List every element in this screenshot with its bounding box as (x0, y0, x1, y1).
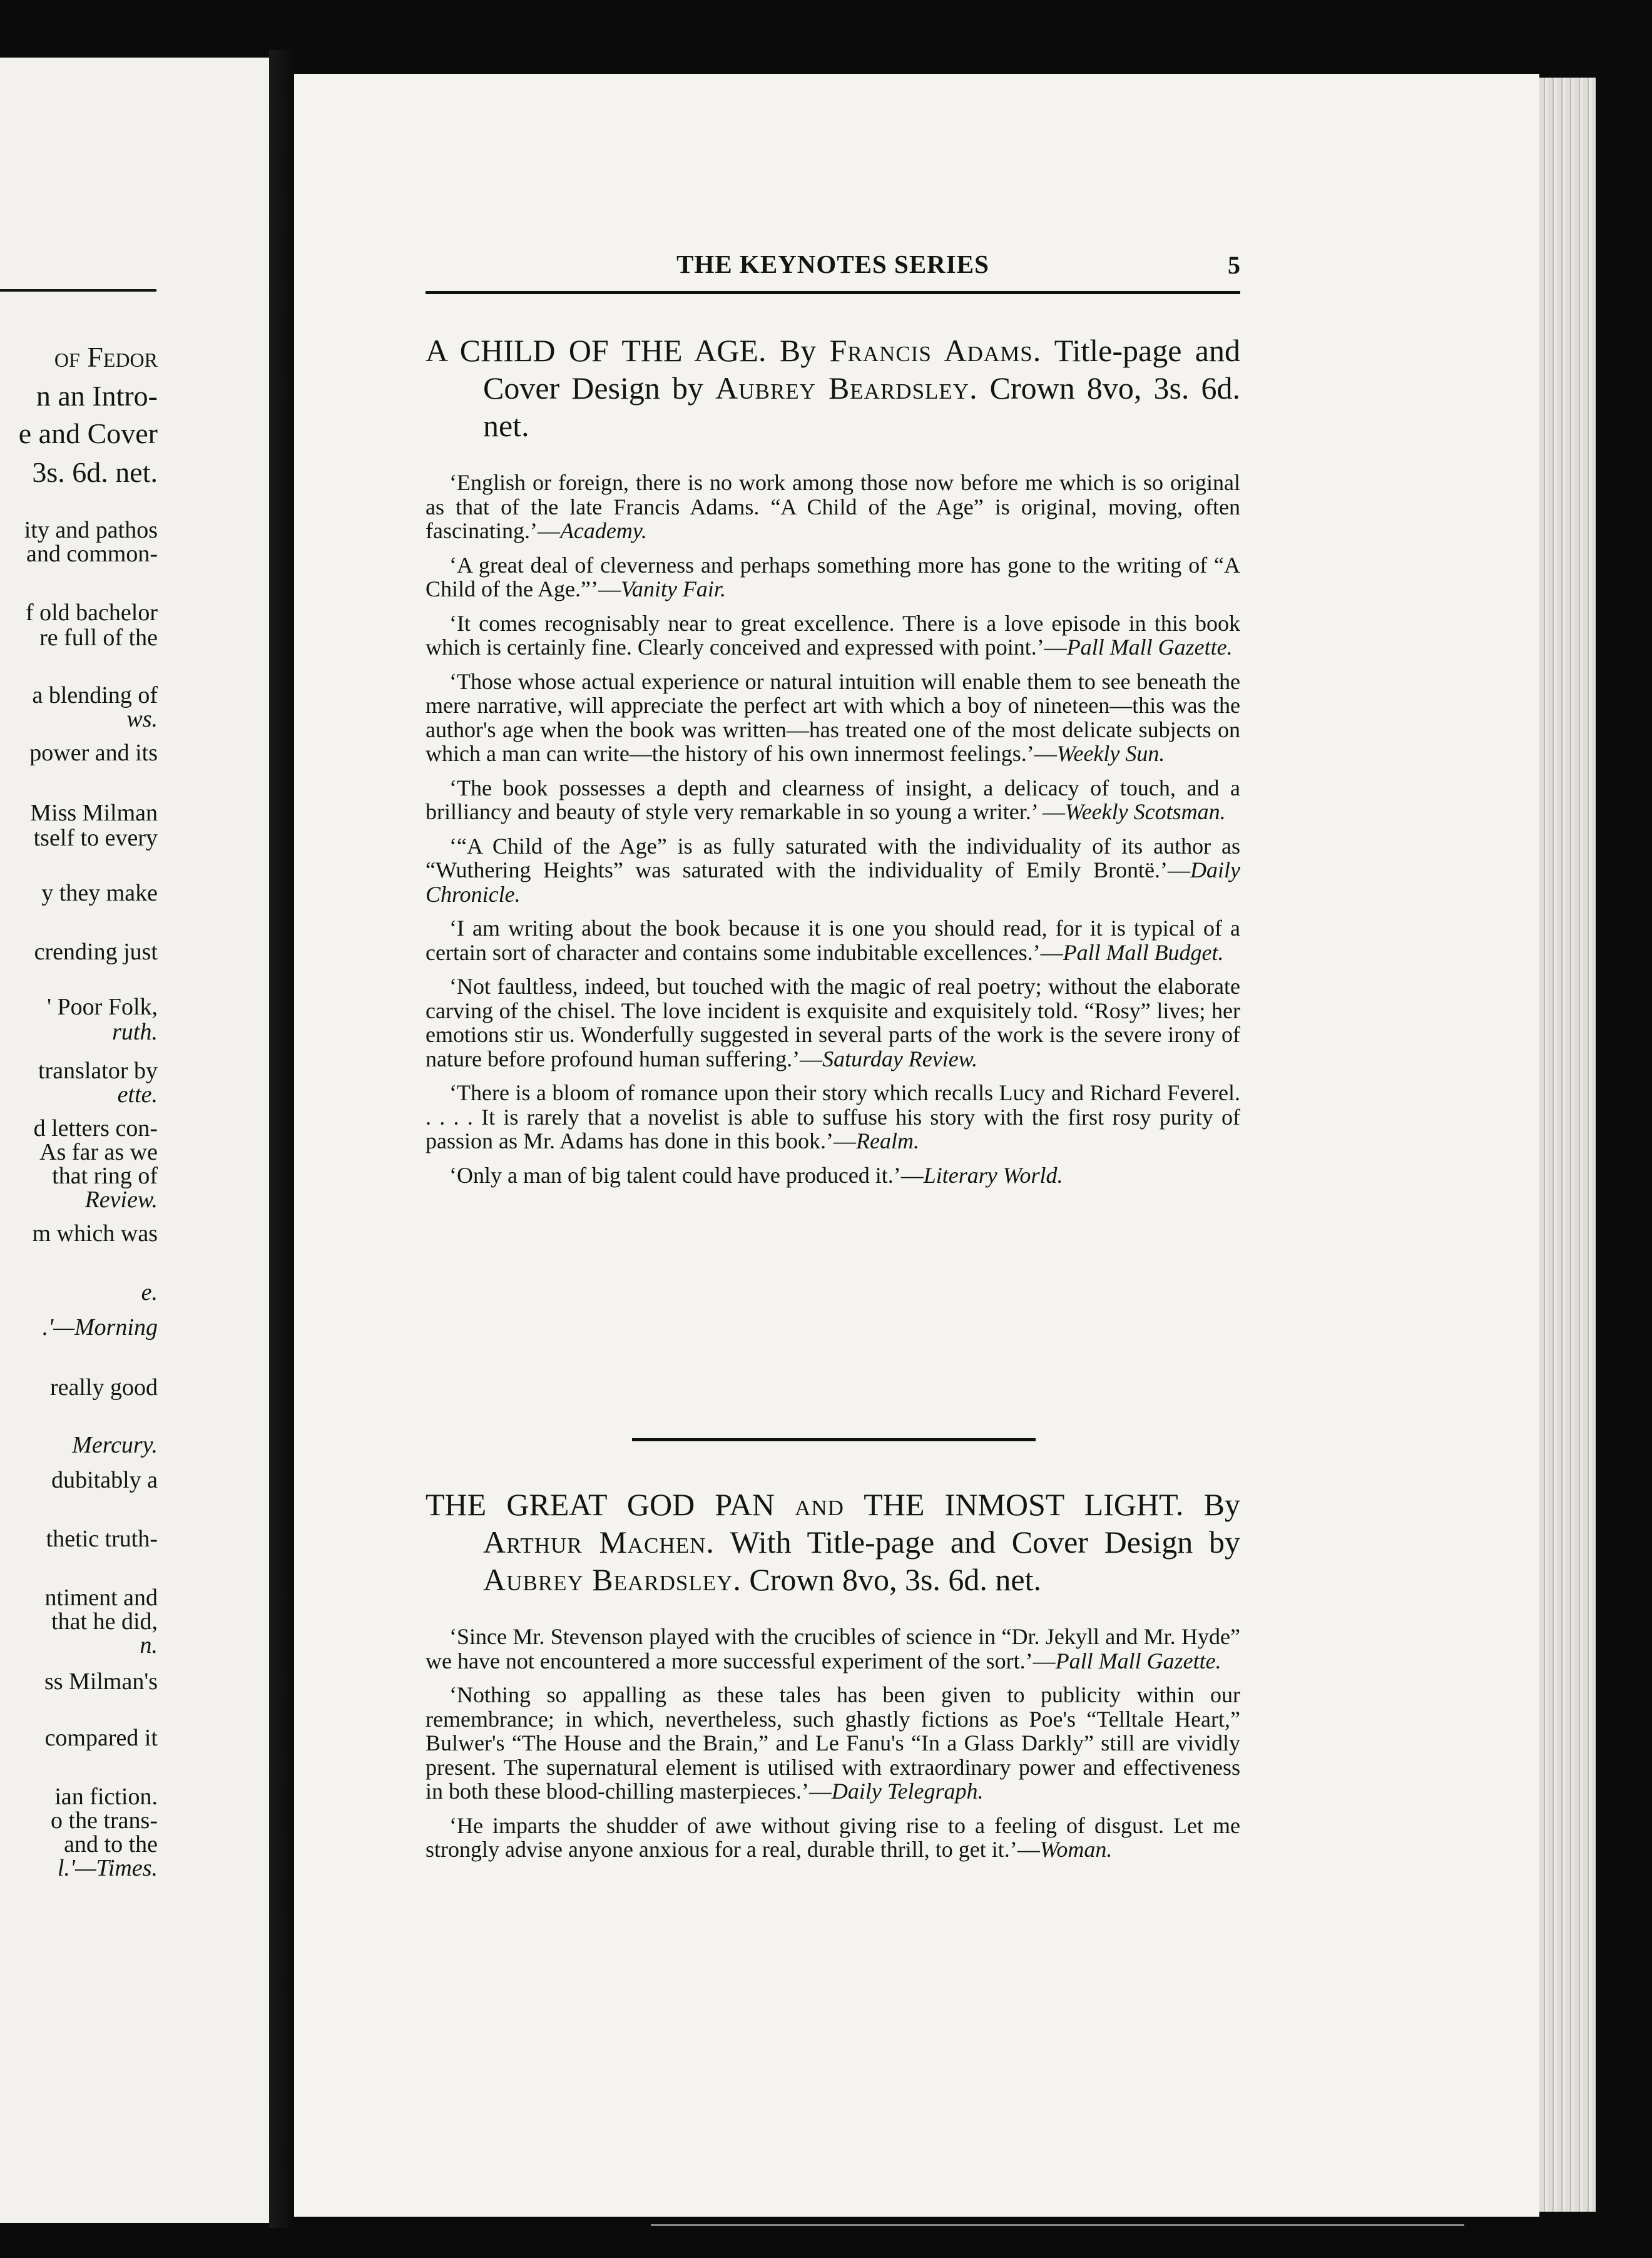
review-quotes (426, 471, 1240, 1187)
review-quote (426, 1814, 1240, 1862)
left-page-fragment: ruth. (112, 1019, 158, 1045)
title-text: Crown 8vo, 3s. 6d. net. (483, 370, 1241, 443)
left-page-fragment: e. (141, 1279, 158, 1305)
left-page-fragment: d letters con- (33, 1115, 158, 1142)
quote-text: ‘Those whose actual experience or natural intuition will enable them to see beneath the mere narrative, will appreciate the perfect art with which a boy of nineteen—this was the author's age when the book was written—has treated one of the most delicate subjects on which a man can write—the history of his own innermost feelings.’— (426, 668, 1240, 766)
title-text: THE INMOST LIGHT. By (844, 1487, 1240, 1522)
left-page-fragment: ws. (126, 706, 158, 732)
left-page-fragment: .'—Morning (42, 1314, 158, 1341)
left-page-fragment: Mercury. (72, 1432, 158, 1458)
quote-text: ‘Not faultless, indeed, but touched with the magic of real poetry; without the elaborate carving of the chisel. The love incident is exquisite and exquisitely told. “Rosy” lives; her emotions stir us. Wonderfully suggested in several parts of the work is the severe irony of nature before profound human suffering.’— (426, 974, 1240, 1071)
left-page-fragment: 3s. 6d. net. (32, 456, 158, 488)
review-quote (426, 974, 1240, 1071)
quote-text: ‘English or foreign, there is no work among those now before me which is so original as that of the late Francis Adams. “A Child of the Age” is original, moving, often fascinating.’— (426, 470, 1240, 543)
title-text: THE GREAT GOD PAN (426, 1487, 795, 1522)
section-divider (632, 1438, 1036, 1441)
page-edges (1539, 78, 1596, 2212)
left-page-fragment: Review. (84, 1187, 158, 1213)
review-quote (426, 1163, 1240, 1188)
quote-source: Pall Mall Budget. (1063, 939, 1224, 965)
left-page-fragment: translator by (38, 1058, 158, 1084)
review-quote (426, 1625, 1240, 1673)
left-page-fragment: Miss Milman (30, 800, 158, 826)
quote-source: Pall Mall Gazette. (1055, 1648, 1221, 1673)
title-text: A CHILD OF THE AGE. By (426, 333, 830, 368)
quote-source: Woman. (1039, 1837, 1113, 1862)
quote-text: ‘A great deal of cleverness and perhaps something more has gone to the writing of “A Child of the Age.”’— (426, 552, 1240, 601)
quote-text: ‘I am writing about the book because it is one you should read, for it is typical of a certain sort of character and contains some indubitable excellences.’— (426, 916, 1240, 965)
title-text: With Title-page and Cover Design by (714, 1525, 1241, 1560)
quote-source: Weekly Scotsman. (1065, 799, 1226, 824)
designer-name: Aubrey Beardsley. (715, 370, 978, 406)
entry-title (426, 1486, 1240, 1598)
left-page-fragment: and to the (64, 1831, 158, 1857)
left-page-fragment: l.'—Times. (57, 1855, 158, 1881)
page-number: 5 (1228, 251, 1240, 279)
review-quote (426, 834, 1240, 907)
quote-source: Vanity Fair. (620, 576, 726, 601)
left-page (0, 58, 279, 2223)
review-quote (426, 1683, 1240, 1804)
left-page-fragment: and common- (26, 541, 158, 567)
quote-text: ‘It comes recognisably near to great excellence. There is a love episode in this book which is certainly fine. Clearly conceived and expressed with point.’— (426, 610, 1240, 660)
left-page-fragment: compared it (44, 1725, 158, 1751)
quote-source: Daily Chronicle. (426, 857, 1240, 907)
left-page-fragment: that ring of (52, 1163, 158, 1189)
header-rule (426, 291, 1240, 294)
left-page-fragment: a blending of (32, 682, 158, 708)
left-page-fragment: m which was (32, 1220, 158, 1247)
left-page-fragment: ian fiction. (54, 1784, 158, 1810)
left-page-fragment: power and its (29, 740, 158, 766)
review-quote (426, 611, 1240, 660)
left-page-fragment: n. (140, 1632, 158, 1658)
author-name: Arthur Machen. (483, 1525, 715, 1560)
review-quote (426, 1081, 1240, 1153)
quote-text: ‘He imparts the shudder of awe without giving rise to a feeling of disgust. Let me strongly advise anyone anxious for a real, durable thrill, to get it.’— (426, 1812, 1240, 1862)
left-page-fragment: o the trans- (51, 1807, 158, 1834)
review-quote (426, 670, 1240, 766)
quote-source: Weekly Sun. (1056, 741, 1165, 766)
left-page-fragment: ity and pathos (24, 517, 158, 543)
review-quote (426, 916, 1240, 964)
left-page-rule (0, 289, 156, 292)
left-page-fragment: ss Milman's (44, 1668, 158, 1695)
left-page-fragment: e and Cover (18, 417, 158, 449)
title-text: Title-page and Cover Design by (483, 333, 1240, 406)
right-page (294, 74, 1539, 2217)
left-page-fragment: ntiment and (44, 1585, 158, 1611)
left-page-fragment: dubitably a (51, 1467, 158, 1493)
designer-name: Aubrey Beardsley. (483, 1562, 742, 1597)
quote-text: ‘There is a bloom of romance upon their story which recalls Lucy and Richard Feverel. . . . . It is rarely that a novelist is able to suffuse his story with the first rosy purity of passion as Mr. Adams has done in this book.’— (426, 1080, 1240, 1153)
left-page-fragment: tself to every (33, 825, 158, 851)
left-page-fragment: thetic truth- (46, 1526, 158, 1552)
left-page-fragment: y they make (41, 880, 158, 906)
left-page-fragment: that he did, (51, 1608, 158, 1635)
quote-text: ‘Nothing so appalling as these tales has been given to publicity within our remembrance; in which, nevertheless, such ghastly fictions as Poe's “Telltale Heart,” Bulwer's “The House and the Brain,” and Le Fanu's “In a Glass Darkly” still are vividly present. The supernatural element is utilised with extraordinary power and effectiveness in both these blood-chilling masterpieces.’— (426, 1682, 1240, 1804)
running-title: THE KEYNOTES SERIES (676, 250, 989, 278)
quote-source: Realm. (855, 1128, 919, 1153)
left-page-fragment: ' Poor Folk, (47, 994, 158, 1020)
quote-source: Literary World. (923, 1162, 1063, 1188)
review-quote (426, 776, 1240, 824)
quote-text: ‘“A Child of the Age” is as fully saturated with the individuality of its author as “Wuthering Heights” was saturated with the individuality of Emily Brontë.’— (426, 833, 1240, 882)
quote-source: Daily Telegraph. (831, 1779, 984, 1804)
left-page-fragment: crending just (34, 939, 158, 965)
review-quotes (426, 1625, 1240, 1862)
left-page-fragment: re full of the (39, 625, 158, 651)
entry-child-of-the-age (426, 332, 1240, 1187)
review-quote (426, 471, 1240, 543)
left-page-fragment: f old bachelor (25, 600, 158, 626)
quote-text: ‘The book possesses a depth and clearness of insight, a delicacy of touch, and a brilliancy and beauty of style very remarkable in so young a writer.’ — (426, 775, 1240, 824)
left-page-fragment: ette. (117, 1081, 158, 1108)
left-page-fragment: n an Intro- (36, 380, 158, 412)
left-page-fragment: really good (49, 1374, 158, 1401)
quote-text: ‘Only a man of big talent could have produced it.’— (449, 1162, 924, 1188)
left-page-fragment: As far as we (39, 1139, 158, 1165)
quote-source: Saturday Review. (822, 1046, 978, 1071)
quote-source: Pall Mall Gazette. (1066, 635, 1233, 660)
left-page-fragment: of Fedor (54, 341, 158, 373)
author-name: Francis Adams. (829, 333, 1042, 368)
quote-text: ‘Since Mr. Stevenson played with the crucibles of science in “Dr. Jekyll and Mr. Hyde” we have not encountered a more successful experiment of the sort.’— (426, 1624, 1240, 1673)
title-text: and (795, 1487, 844, 1522)
book-gutter (269, 50, 294, 2228)
entry-great-god-pan (426, 1486, 1240, 1862)
review-quote (426, 553, 1240, 601)
page-header (426, 249, 1240, 287)
title-text: Crown 8vo, 3s. 6d. net. (741, 1562, 1042, 1597)
quote-source: Academy. (559, 518, 647, 543)
page-bottom-edge (651, 2224, 1464, 2236)
entry-title (426, 332, 1240, 444)
